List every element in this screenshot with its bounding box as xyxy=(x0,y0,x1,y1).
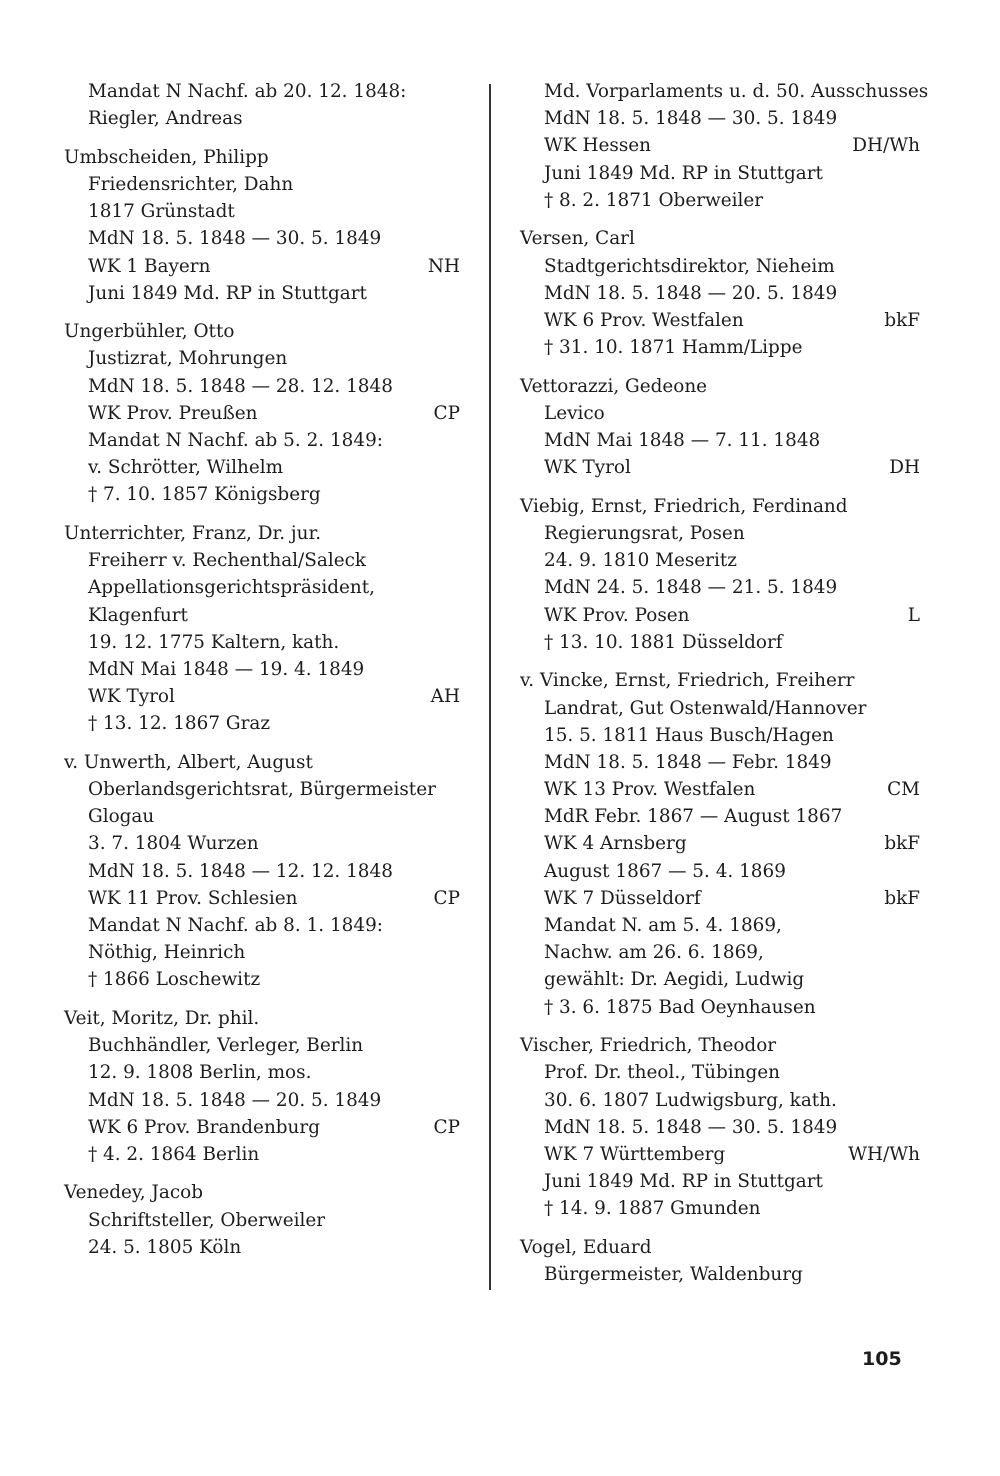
line-text: MdN 18. 5. 1848 — 28. 12. 1848 xyxy=(88,375,393,397)
entry-detail-line xyxy=(64,858,460,885)
entry-detail-line xyxy=(520,105,920,132)
entry-detail-line xyxy=(64,1141,460,1168)
entry-detail-line xyxy=(64,885,460,912)
line-text: Landrat, Gut Ostenwald/Hannover xyxy=(544,697,867,719)
entry-detail-line xyxy=(520,574,920,601)
line-text: Nöthig, Heinrich xyxy=(88,942,246,964)
faction-tag: CM xyxy=(887,779,920,801)
entry-detail-line xyxy=(64,547,460,574)
line-text: Unterrichter, Franz, Dr. jur. xyxy=(64,522,322,544)
line-text: WK 1 Bayern xyxy=(88,255,211,277)
entry-detail-line xyxy=(64,373,460,400)
faction-tag: WH/Wh xyxy=(848,1143,920,1165)
entry-detail-line xyxy=(64,1087,460,1114)
line-text: † 8. 2. 1871 Oberweiler xyxy=(544,189,764,211)
line-text: MdN 24. 5. 1848 — 21. 5. 1849 xyxy=(544,577,838,599)
line-text: 24. 5. 1805 Köln xyxy=(88,1236,242,1258)
line-text: MdN Mai 1848 — 7. 11. 1848 xyxy=(544,430,821,452)
line-text: Stadtgerichtsdirektor, Nieheim xyxy=(544,255,835,277)
entry-detail-line xyxy=(64,776,460,803)
line-text: WK 4 Arnsberg xyxy=(544,833,687,855)
entry-detail-line xyxy=(64,1059,460,1086)
line-text: Veit, Moritz, Dr. phil. xyxy=(64,1007,260,1029)
entry-detail-line xyxy=(520,602,920,629)
faction-tag: bkF xyxy=(884,833,920,855)
entry-name-line xyxy=(520,667,920,694)
line-text: MdN 18. 5. 1848 — 20. 5. 1849 xyxy=(544,282,838,304)
entry-name-line xyxy=(520,225,920,252)
line-text: WK Prov. Posen xyxy=(544,604,690,626)
line-text: Schriftsteller, Oberweiler xyxy=(88,1209,326,1231)
entry-detail-line xyxy=(520,1087,920,1114)
entry-name-line xyxy=(520,1234,920,1261)
line-text: Justizrat, Mohrungen xyxy=(88,348,288,370)
line-text: Friedensrichter, Dahn xyxy=(88,173,294,195)
line-text: 15. 5. 1811 Haus Busch/Hagen xyxy=(544,724,834,746)
entry-detail-line xyxy=(64,481,460,508)
biography-entry xyxy=(64,520,460,738)
entry-detail-line xyxy=(64,939,460,966)
faction-tag: CP xyxy=(433,402,460,424)
entry-name-line xyxy=(64,144,460,171)
biography-entry xyxy=(520,1032,920,1222)
entry-detail-line xyxy=(64,710,460,737)
line-text: WK 6 Prov. Brandenburg xyxy=(88,1116,320,1138)
biography-entry xyxy=(520,493,920,656)
entry-name-line xyxy=(64,318,460,345)
entry-name-line xyxy=(64,749,460,776)
faction-tag: L xyxy=(907,604,920,626)
biography-entry xyxy=(520,667,920,1020)
line-text: Glogau xyxy=(88,806,155,828)
entry-detail-line xyxy=(64,1114,460,1141)
line-text: 30. 6. 1807 Ludwigsburg, kath. xyxy=(544,1089,837,1111)
biography-entry xyxy=(520,225,920,361)
line-text: Mandat N Nachf. ab 20. 12. 1848: xyxy=(88,81,407,102)
biography-entry xyxy=(64,1179,460,1261)
line-text: MdN 18. 5. 1848 — Febr. 1849 xyxy=(544,751,832,773)
line-text: MdN 18. 5. 1848 — 30. 5. 1849 xyxy=(544,108,838,130)
line-text: WK Tyrol xyxy=(544,457,631,479)
line-text: WK 6 Prov. Westfalen xyxy=(544,309,744,331)
entry-detail-line xyxy=(520,722,920,749)
entry-detail-line xyxy=(64,225,460,252)
entry-detail-line xyxy=(520,160,920,187)
entry-detail-line xyxy=(64,803,460,830)
entry-detail-line xyxy=(520,1141,920,1168)
line-text: Vettorazzi, Gedeone xyxy=(520,375,708,397)
entry-detail-line xyxy=(520,334,920,361)
entry-detail-line xyxy=(64,280,460,307)
entry-name-line xyxy=(520,1032,920,1059)
biography-entry xyxy=(64,749,460,994)
entry-detail-line xyxy=(520,1261,920,1288)
entry-detail-line xyxy=(64,830,460,857)
entry-detail-line xyxy=(520,427,920,454)
faction-tag: AH xyxy=(430,686,460,708)
left-column xyxy=(64,78,460,1272)
entry-detail-line xyxy=(520,885,920,912)
line-text: WK 13 Prov. Westfalen xyxy=(544,779,756,801)
line-text: Versen, Carl xyxy=(520,228,635,250)
entry-detail-line xyxy=(520,547,920,574)
line-text: Viebig, Ernst, Friedrich, Ferdinand xyxy=(520,495,848,517)
faction-tag: bkF xyxy=(884,887,920,909)
entry-detail-line xyxy=(64,454,460,481)
entry-name-line xyxy=(520,373,920,400)
line-text: v. Unwerth, Albert, August xyxy=(64,751,313,773)
line-text: Vischer, Friedrich, Theodor xyxy=(520,1035,777,1057)
line-text: Regierungsrat, Posen xyxy=(544,522,745,544)
entry-detail-line xyxy=(520,1114,920,1141)
line-text: Nachw. am 26. 6. 1869, xyxy=(544,942,764,964)
entry-detail-line xyxy=(520,253,920,280)
line-text: 19. 12. 1775 Kaltern, kath. xyxy=(88,631,340,653)
right-column xyxy=(520,78,929,1300)
entry-detail-line xyxy=(520,132,920,159)
line-text: v. Vincke, Ernst, Friedrich, Freiherr xyxy=(520,670,855,692)
biography-entry xyxy=(520,78,929,214)
entry-detail-line xyxy=(520,776,920,803)
line-text: WK 11 Prov. Schlesien xyxy=(88,887,298,909)
entry-detail-line xyxy=(64,1032,460,1059)
biography-entry xyxy=(520,1234,920,1288)
line-text: Mandat N Nachf. ab 8. 1. 1849: xyxy=(88,915,383,936)
faction-tag: CP xyxy=(433,887,460,909)
entry-detail-line xyxy=(520,78,929,105)
line-text: † 31. 10. 1871 Hamm/Lippe xyxy=(544,337,803,359)
line-text: WK Hessen xyxy=(544,135,652,157)
entry-detail-line xyxy=(64,629,460,656)
entry-detail-line xyxy=(520,912,920,939)
line-text: 3. 7. 1804 Wurzen xyxy=(88,833,259,855)
line-text: 24. 9. 1810 Meseritz xyxy=(544,550,737,572)
line-text: WK Prov. Preußen xyxy=(88,402,258,424)
biography-entry xyxy=(64,318,460,508)
line-text: Umbscheiden, Philipp xyxy=(64,146,269,168)
entry-detail-line xyxy=(520,400,920,427)
entry-detail-line xyxy=(520,994,920,1021)
biography-entry xyxy=(64,144,460,307)
line-text: † 3. 6. 1875 Bad Oeynhausen xyxy=(544,996,816,1018)
column-divider xyxy=(489,84,491,1290)
entry-detail-line xyxy=(64,78,460,105)
entry-detail-line xyxy=(64,105,460,132)
line-text: Mandat N. am 5. 4. 1869, xyxy=(544,915,782,936)
entry-detail-line xyxy=(64,345,460,372)
line-text: MdN 18. 5. 1848 — 30. 5. 1849 xyxy=(88,228,382,250)
entry-name-line xyxy=(520,493,920,520)
entry-name-line xyxy=(64,1179,460,1206)
line-text: † 4. 2. 1864 Berlin xyxy=(88,1143,260,1165)
entry-detail-line xyxy=(520,858,920,885)
line-text: Mandat N Nachf. ab 5. 2. 1849: xyxy=(88,430,383,452)
entry-detail-line xyxy=(64,912,460,939)
line-text: Juni 1849 Md. RP in Stuttgart xyxy=(88,282,367,304)
line-text: Riegler, Andreas xyxy=(88,108,243,130)
line-text: Levico xyxy=(544,402,605,424)
line-text: MdN 18. 5. 1848 — 30. 5. 1849 xyxy=(544,1116,838,1138)
entry-detail-line xyxy=(520,454,920,481)
faction-tag: NH xyxy=(427,255,460,277)
line-text: 12. 9. 1808 Berlin, mos. xyxy=(88,1062,312,1084)
entry-detail-line xyxy=(64,1234,460,1261)
entry-detail-line xyxy=(64,400,460,427)
line-text: † 13. 12. 1867 Graz xyxy=(88,713,271,735)
entry-detail-line xyxy=(520,966,920,993)
line-text: MdN Mai 1848 — 19. 4. 1849 xyxy=(88,658,365,680)
entry-detail-line xyxy=(520,1059,920,1086)
faction-tag: bkF xyxy=(884,309,920,331)
line-text: Md. Vorparlaments u. d. 50. Ausschusses xyxy=(544,81,929,102)
line-text: Appellationsgerichtspräsident, xyxy=(88,577,375,599)
line-text: August 1867 — 5. 4. 1869 xyxy=(544,860,786,882)
line-text: Juni 1849 Md. RP in Stuttgart xyxy=(544,162,823,184)
entry-detail-line xyxy=(520,629,920,656)
line-text: gewählt: Dr. Aegidi, Ludwig xyxy=(544,969,805,991)
entry-detail-line xyxy=(520,749,920,776)
line-text: † 7. 10. 1857 Königsberg xyxy=(88,484,321,506)
biography-entry xyxy=(64,78,460,132)
line-text: Juni 1849 Md. RP in Stuttgart xyxy=(544,1171,823,1193)
entry-detail-line xyxy=(64,574,460,601)
line-text: Bürgermeister, Waldenburg xyxy=(544,1264,803,1286)
line-text: MdN 18. 5. 1848 — 12. 12. 1848 xyxy=(88,860,393,882)
line-text: 1817 Grünstadt xyxy=(88,201,235,223)
line-text: WK Tyrol xyxy=(88,686,175,708)
entry-detail-line xyxy=(64,683,460,710)
line-text: † 13. 10. 1881 Düsseldorf xyxy=(544,631,783,653)
entry-detail-line xyxy=(64,171,460,198)
biography-entry xyxy=(520,373,920,482)
entry-detail-line xyxy=(64,656,460,683)
line-text: WK 7 Düsseldorf xyxy=(544,887,701,909)
entry-detail-line xyxy=(520,803,920,830)
line-text: MdR Febr. 1867 — August 1867 xyxy=(544,806,843,828)
entry-detail-line xyxy=(520,520,920,547)
line-text: † 1866 Loschewitz xyxy=(88,969,261,991)
line-text: Klagenfurt xyxy=(88,604,188,626)
entry-detail-line xyxy=(64,253,460,280)
entry-detail-line xyxy=(520,830,920,857)
faction-tag: DH/Wh xyxy=(852,135,920,157)
faction-tag: DH xyxy=(889,457,920,479)
entry-detail-line xyxy=(520,695,920,722)
entry-detail-line xyxy=(64,198,460,225)
entry-detail-line xyxy=(520,1168,920,1195)
line-text: v. Schrötter, Wilhelm xyxy=(88,457,284,479)
entry-detail-line xyxy=(64,1207,460,1234)
entry-detail-line xyxy=(64,602,460,629)
line-text: Buchhändler, Verleger, Berlin xyxy=(88,1035,364,1057)
line-text: Oberlandsgerichtsrat, Bürgermeister xyxy=(88,779,436,801)
entry-detail-line xyxy=(520,280,920,307)
line-text: Ungerbühler, Otto xyxy=(64,321,235,343)
faction-tag: CP xyxy=(433,1116,460,1138)
line-text: WK 7 Württemberg xyxy=(544,1143,726,1165)
entry-detail-line xyxy=(64,427,460,454)
entry-detail-line xyxy=(520,187,920,214)
line-text: Freiherr v. Rechenthal/Saleck xyxy=(88,550,367,572)
line-text: Venedey, Jacob xyxy=(64,1182,203,1204)
line-text: Prof. Dr. theol., Tübingen xyxy=(544,1062,781,1084)
entry-detail-line xyxy=(520,1195,920,1222)
biography-entry xyxy=(64,1005,460,1168)
line-text: † 14. 9. 1887 Gmunden xyxy=(544,1198,761,1220)
entry-name-line xyxy=(64,520,460,547)
line-text: MdN 18. 5. 1848 — 20. 5. 1849 xyxy=(88,1089,382,1111)
entry-detail-line xyxy=(64,966,460,993)
entry-detail-line xyxy=(520,307,920,334)
entry-name-line xyxy=(64,1005,460,1032)
entry-detail-line xyxy=(520,939,920,966)
page-number: 105 xyxy=(862,1348,902,1370)
line-text: Vogel, Eduard xyxy=(520,1236,652,1258)
